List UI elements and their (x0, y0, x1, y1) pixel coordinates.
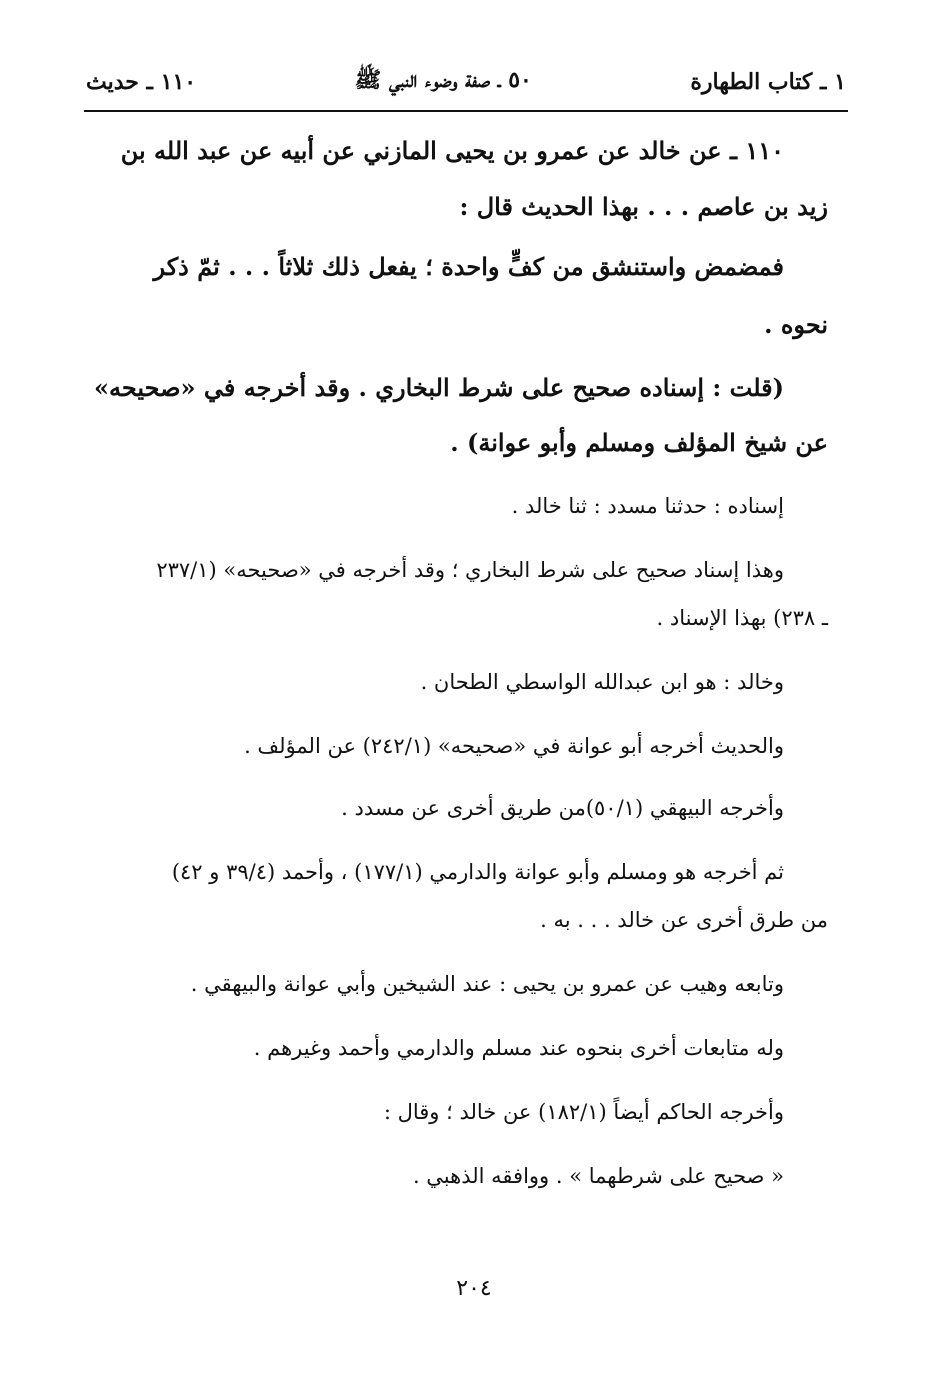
note-other-sources-line-2: من طرق أخرى عن خالد . . . به . (540, 908, 828, 932)
page-number: ٢٠٤ (456, 1276, 492, 1301)
hadith-line-1: ١١٠ ـ عن خالد عن عمرو بن يحيى المازني عن أبيه عن عبد الله بن (120, 136, 784, 165)
note-other-sources-line-1: ثم أخرجه هو ومسلم وأبو عوانة والدارمي (١٧٧/١) ، وأحمد (٣٩/٤ و ٤٢) (171, 860, 784, 884)
comment-line-2: عن شيخ المؤلف ومسلم وأبو عوانة) . (450, 428, 828, 457)
note-grading-line-1: وهذا إسناد صحيح على شرط البخاري ؛ وقد أخرجه في «صحيحه» (٢٣٧/١ (156, 558, 784, 582)
header-book-title: ١ ـ كتاب الطهارة (690, 69, 846, 95)
hadith-line-4: نحوه . (764, 310, 828, 339)
note-bayhaqi: وأخرجه البيهقي (٥٠/١)من طريق أخرى عن مسدد . (341, 796, 784, 820)
header-hadith-number: ١١٠ ـ حديث (86, 69, 197, 95)
hadith-line-2: زيد بن عاصم . . . بهذا الحديث قال : (459, 192, 828, 221)
note-hakim: وأخرجه الحاكم أيضاً (١٨٢/١) عن خالد ؛ وقال : (383, 1100, 784, 1124)
note-dhahabi: « صحيح على شرطهما » . ووافقه الذهبي . (412, 1164, 784, 1188)
comment-line-1: (قلت : إسناده صحيح على شرط البخاري . وقد أخرجه في «صحيحه» (94, 373, 784, 402)
note-abu-awana: والحديث أخرجه أبو عوانة في «صحيحه» (٢٤٢/١) عن المؤلف . (244, 734, 784, 758)
note-narrator: وخالد : هو ابن عبدالله الواسطي الطحان . (420, 670, 784, 694)
running-header (86, 62, 846, 102)
note-grading-line-2: ـ ٢٣٨) بهذا الإسناد . (656, 606, 828, 630)
note-mutabaat: وله متابعات أخرى بنحوه عند مسلم والدارمي وأحمد وغيرهم . (253, 1036, 784, 1060)
header-chapter-title: ٥٠ ـ صفة وضوء النبي ﷺ (354, 67, 532, 93)
note-isnad: إسناده : حدثنا مسدد : ثنا خالد . (511, 494, 784, 518)
note-wuhayb: وتابعه وهيب عن عمرو بن يحيى : عند الشيخين وأبي عوانة والبيهقي . (190, 972, 784, 996)
hadith-line-3: فمضمض واستنشق من كفٍّ واحدة ؛ يفعل ذلك ثلاثاً . . . ثمّ ذكر (153, 252, 784, 281)
header-divider (84, 110, 848, 112)
